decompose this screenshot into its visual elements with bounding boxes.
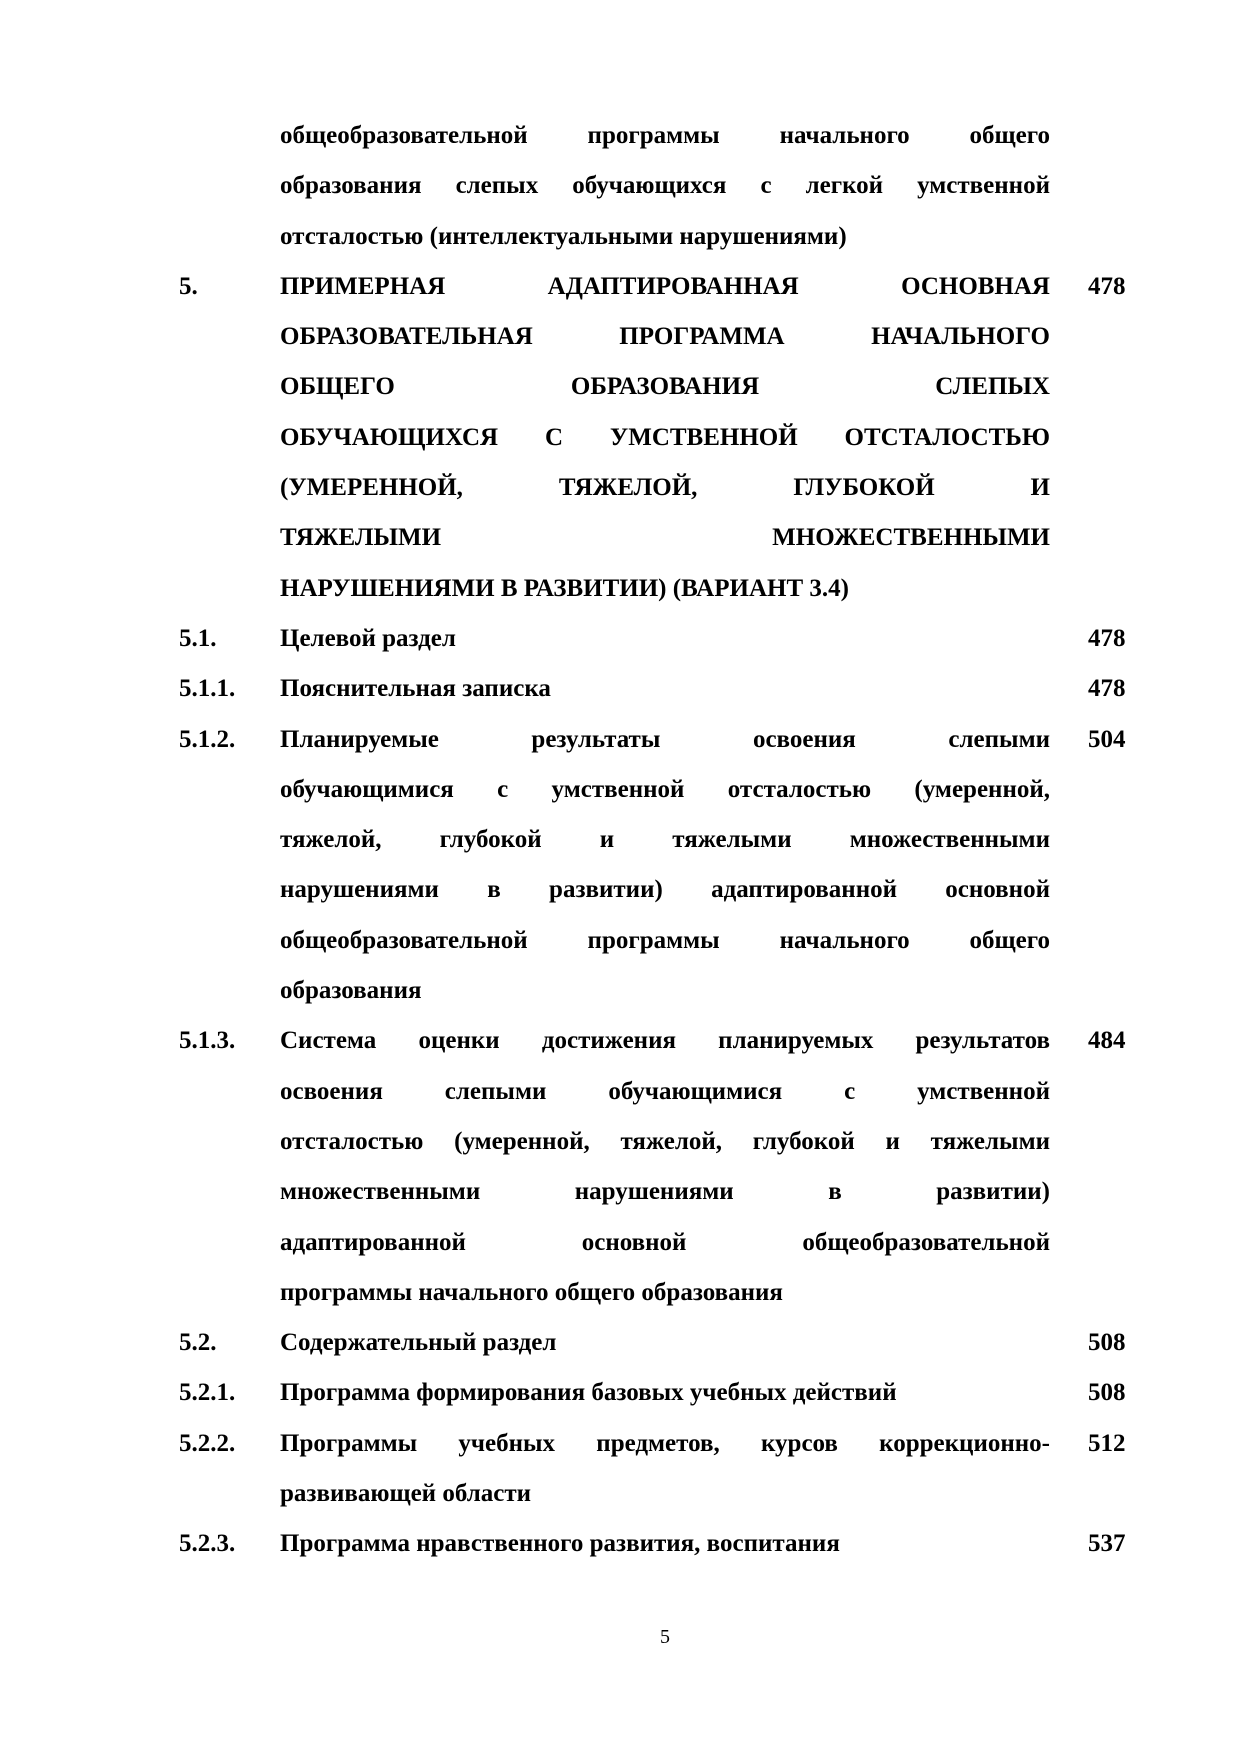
toc-entry bbox=[0, 1519, 1240, 1569]
toc-entry bbox=[0, 614, 1240, 664]
toc-entry-number: 5.2. bbox=[179, 1329, 217, 1357]
toc-entry-title-line: программы начального общего образования bbox=[280, 1278, 783, 1306]
toc-entry-title-line: тяжелой, глубокой и тяжелыми множественными bbox=[280, 826, 1050, 854]
toc-entry bbox=[0, 664, 1240, 714]
toc-entry bbox=[0, 1318, 1240, 1368]
toc-entry-title-line: НАРУШЕНИЯМИ В РАЗВИТИИ) (ВАРИАНТ 3.4) bbox=[280, 574, 849, 602]
toc-entry-title-line: отсталостью (умеренной, тяжелой, глубокой и тяжелыми bbox=[280, 1127, 1050, 1155]
toc-entry-title-line: Планируемые результаты освоения слепыми bbox=[280, 725, 1050, 753]
toc-entry-title-line: отсталостью (интеллектуальными нарушениями) bbox=[280, 222, 847, 250]
toc-entry-page: 478 bbox=[1088, 675, 1126, 703]
toc-entry-title-line: ТЯЖЕЛЫМИ МНОЖЕСТВЕННЫМИ bbox=[280, 524, 1050, 552]
toc-entry-page: 512 bbox=[1088, 1429, 1126, 1457]
toc-entry-title-line: образования слепых обучающихся с легкой умственной bbox=[280, 172, 1050, 200]
toc-entry bbox=[0, 1419, 1240, 1520]
toc-entry-title-line: множественными нарушениями в развитии) bbox=[280, 1178, 1050, 1206]
toc-entry-title-line: нарушениями в развитии) адаптированной основной bbox=[280, 876, 1050, 904]
toc-entry-title-line: ОБУЧАЮЩИХСЯ С УМСТВЕННОЙ ОТСТАЛОСТЬЮ bbox=[280, 423, 1050, 451]
toc-entry-title-line: Целевой раздел bbox=[280, 624, 456, 652]
toc-entry bbox=[0, 1368, 1240, 1418]
toc-entry bbox=[0, 715, 1240, 1017]
toc-entry-number: 5.1. bbox=[179, 624, 217, 652]
toc-entry-title-line: обучающимися с умственной отсталостью (умеренной, bbox=[280, 775, 1050, 803]
toc-entry bbox=[0, 1016, 1240, 1318]
table-of-contents bbox=[0, 111, 1240, 1570]
toc-entry-page: 508 bbox=[1088, 1329, 1126, 1357]
toc-entry-title-line: ПРИМЕРНАЯ АДАПТИРОВАННАЯ ОСНОВНАЯ bbox=[280, 272, 1050, 300]
toc-entry-page: 484 bbox=[1088, 1027, 1126, 1055]
toc-entry-number: 5.1.2. bbox=[179, 725, 236, 753]
toc-entry-title-line: ОБЩЕГО ОБРАЗОВАНИЯ СЛЕПЫХ bbox=[280, 373, 1050, 401]
toc-entry-title-line: (УМЕРЕННОЙ, ТЯЖЕЛОЙ, ГЛУБОКОЙ И bbox=[280, 474, 1050, 502]
toc-entry bbox=[0, 262, 1240, 614]
toc-entry-title-line: адаптированной основной общеобразовательной bbox=[280, 1228, 1050, 1256]
toc-entry-title-line: общеобразовательной программы начального общего bbox=[280, 122, 1050, 149]
toc-entry-title-line: Содержательный раздел bbox=[280, 1329, 557, 1357]
toc-entry-title-line: Программы учебных предметов, курсов коррекционно- bbox=[280, 1429, 1050, 1457]
toc-entry-title-line: образования bbox=[280, 977, 422, 1005]
toc-entry-number: 5.2.2. bbox=[179, 1429, 236, 1457]
toc-entry-title-line: Пояснительная записка bbox=[280, 675, 551, 703]
toc-entry-title-line: развивающей области bbox=[280, 1480, 532, 1508]
toc-entry-number: 5.1.3. bbox=[179, 1027, 236, 1055]
toc-entry-page: 478 bbox=[1088, 624, 1126, 652]
toc-entry-number: 5.1.1. bbox=[179, 675, 236, 703]
toc-entry-page: 504 bbox=[1088, 725, 1126, 753]
toc-entry-number: 5.2.1. bbox=[179, 1379, 236, 1407]
toc-entry-title-line: ОБРАЗОВАТЕЛЬНАЯ ПРОГРАММА НАЧАЛЬНОГО bbox=[280, 323, 1050, 351]
toc-entry-title-line: Программа формирования базовых учебных действий bbox=[280, 1379, 897, 1407]
toc-entry-page: 537 bbox=[1088, 1530, 1126, 1558]
toc-entry-title-line: Программа нравственного развития, воспитания bbox=[280, 1530, 840, 1558]
page-number: 5 bbox=[660, 1626, 670, 1648]
toc-entry-title-line: Система оценки достижения планируемых результатов bbox=[280, 1027, 1050, 1055]
toc-entry-page: 478 bbox=[1088, 272, 1126, 300]
toc-entry-title-line: освоения слепыми обучающимися с умственной bbox=[280, 1077, 1050, 1105]
toc-entry-page: 508 bbox=[1088, 1379, 1126, 1407]
toc-entry-number: 5. bbox=[179, 272, 198, 300]
toc-entry bbox=[0, 111, 1240, 262]
toc-entry-number: 5.2.3. bbox=[179, 1530, 236, 1558]
toc-entry-title-line: общеобразовательной программы начального общего bbox=[280, 926, 1050, 954]
